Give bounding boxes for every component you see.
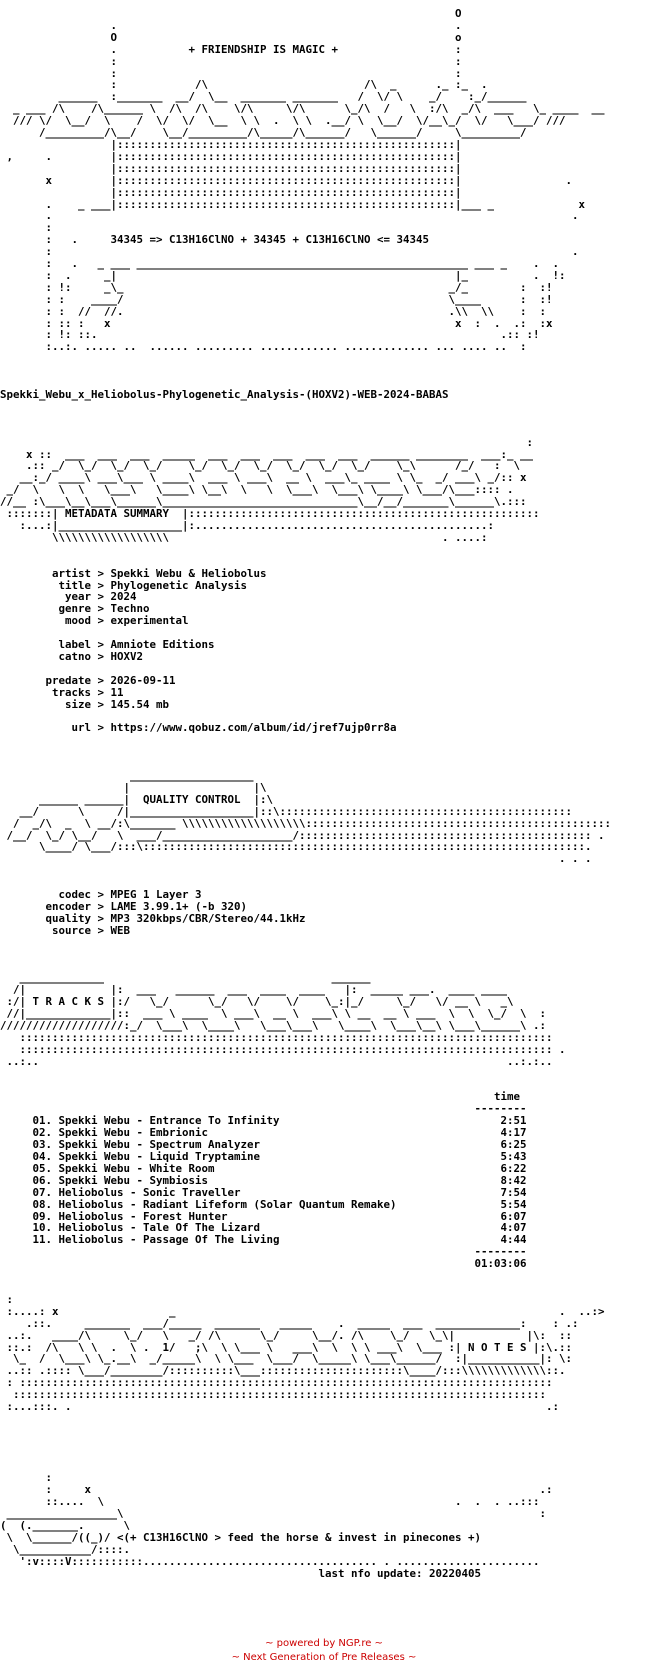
release-name: Spekki_Webu_x_Heliobolus-Phylogenetic_Analysis-(HOXV2)-WEB-2024-BABAS	[0, 388, 449, 401]
credits	[0, 1637, 648, 1665]
quality-fields: codec > MPEG 1 Layer 3 encoder > LAME 3.99.1+ (-b 320) quality > MP3 320kbps/CBR/Stereo/44.1kHz source > WEB	[45, 888, 306, 937]
track-list: time -------- 01. Spekki Webu - Entrance To Infinity 2:51 02. Spekki Webu - Embrionic 4:17 03. Spekki Webu - Spectrum Analyzer 6:25 04. Spekki Webu - Liquid Tryptamine 5:43 05. Spekki Webu - White Room 6:22 06. Spekki Webu - Symbiosis 8:42 07. Heliobolus - Sonic Traveller 7:54 08. Heliobolus - Radiant Lifeform (Solar Quantum Remake) 5:54 09. Heliobolus - Forest Hunter 6:07 10. Heliobolus - Tale Of The Lizard 4:07 11. Heliobolus - Passage Of The Living 4:44 -------- 01:03:06	[32, 1090, 527, 1271]
metadata-fields: artist > Spekki Webu & Heliobolus title > Phylogenetic Analysis year > 2024 genre > Techno mood > experimental label > Amniote Editions catno > HOXV2 predate > 2026-09-11 tracks > 11 size > 145.54 mb url > https://www.qobuz.com/album/id/jref7ujp0rr8a	[45, 566, 397, 735]
metadata-summary-header: : x :: ___ ___ ___ _____ ___ ___ ___ ___ ___ ______ ________ ___:_ __ .:: _/ \_/ \_/ \_/ \_/ \_/ \_/ \_/ \_/ \_/ \_\ /_/ : \ __:_/ ____\ ___\___ \ ____\ ___ \ ___\ __ \ ___\_ ____ \ \_ _/ ___\ _/:: x _/ \ \ \ \___\ \____\ \__\ \ \ \___\ \___\ \____\ \___/\___:::: . //__ :\___\__\___\______\______________________________\__/__/_______\______\.::: :::::::| METADATA SUMMARY |:::::::::::::::::::::::::::::::::::::::::::::::::::::: :...:|___________________|:.............................................: \\\\\\\\\\\\\\\\\\ . ....:	[0, 435, 540, 544]
tracks-header: _____________ ______ /| |: ___ ______ ___ ____ ____ |: _____ ___. ____ ____ :/| T R A C K S |:/ \_/ \_/ \/ \/ \_:|_/ \_/ \/ __ \ _\ //|_____________|:: ___ \ ____ \ ___\ __ \ ___\ \ __ __ \ ___ \ \ \_/ \ : ///////////////////:_/ \___\ \____\ \___\___\ \____\ \___\__\ \___\______\ .: :::::::::::::::::::::::::::::::::::::::::::::::::::::::::::::::::::::::::::::::::: :::::::::::::::::::::::::::::::::::::::::::::::::::::::::::::::::::::::::::::::::: . ..:.. ..:.:..	[0, 971, 566, 1068]
ngp-tagline: ~ Next Generation of Pre Releases ~	[231, 1652, 417, 1663]
notes-header: : :....: x _ . ..:> .::. _______ ___/_____ _______ _____ . _____ ___ _____________: : .: ..:. ____/\ \_/ \ _/ /\ \_/ \__/. /\ \_/ \_\| |\: :: ::.: /\ \ \ . \ . 1/ ;\ \ \___ \ ___\ \ \ \ ___\ \___ :| N O T E S |:\.:: \_ / \___\ \_.__\ _/_____\ \ \___ \___/ \_____\ \___\______/ :|___________|: \: ..:: .:::: \___/________/::::::::::\___::::::::::::::::::::::\____/:::\\\\\\\\\\\\\::. : :::::::::::::::::::::::::::::::::::::::::::::::::::::::::::::::::::::::::::::::::: :::::::::::::::::::::::::::::::::::::::::::::::::::::::::::::::::::::::::::::::::: :...:::. . .:	[6, 1292, 605, 1414]
footer-art: : : x .: ::.... \ . . . ..::: _________________\ : ( (._______. \ \ \______/((_)/ <(+ C13H16ClNO > feed the horse & invest in pinecones +) \___________/::::. ':v::::V:::::::::::.................................... . ......................	[0, 1471, 553, 1568]
banner-art: O . . O o . + FRIENDSHIP IS MAGIC + : : : : : : /\ /\ _ ._ :_ . ______ :_______ __/ \__ _______ _______ / \/ \ _/ :_/______ _ ___ /\ /\______ \ /\ /\ \/\ \/\ \_/\ / \ :/\ _/\ ___ \_ ____ __ /// \/ \__/ \ / \/ \/ \__ \ \ . \ \ .__/ \ \__/ \/__\_/ \/ \___/ /// /_________/\__/ \__/_________/\_____/\______/ \______/ \_________/ |::::::::::::::::::::::::::::::::::::::::::::::::::::| , . |::::::::::::::::::::::::::::::::::::::::::::::::::::| |::::::::::::::::::::::::::::::::::::::::::::::::::::| x |::::::::::::::::::::::::::::::::::::::::::::::::::::| . |::::::::::::::::::::::::::::::::::::::::::::::::::::| . _ ___|::::::::::::::::::::::::::::::::::::::::::::::::::::|___ _ x . . : : . 34345 => C13H16ClNO + 34345 + C13H16ClNO <= 34345 : . : . _ ___ ___________________________________________________ ___ _ . . : . _| |_ . !: : !: _\_ _/_ : :! : : ____/ \____ : :! : : // //. .\\ \\ : : : :: : x x : . .: :x : !: ::. .:: :! :..:. ..... .. ...... ......... ............ ............. ... .... .. :	[6, 7, 605, 354]
quality-control-header: ___________________ | |\ ______ ______| QUALITY CONTROL |:\ __/ \ /|___________________|::\::::::::::::::::::::::::::::::::::::::::::::: / _/\ _ \ __/:\_______ \\\\\\\\\\\\\\\\\\\::::::::::::::::::::::::::::::::::::::::::::::: /__/ \_/ \__/ \ ___/____________________/::::::::::::::::::::::::::::::::::::::::::::: . \____/ \___/:::\::::::::::::::::::::::::::::::::::::::::::::::::::::::::::::::::::::. . . .	[6, 769, 612, 866]
last-update: last nfo update: 20220405	[318, 1566, 482, 1580]
powered-by-link[interactable]: ~ powered by NGP.re ~	[265, 1638, 383, 1649]
nfo-document	[0, 8, 611, 1580]
